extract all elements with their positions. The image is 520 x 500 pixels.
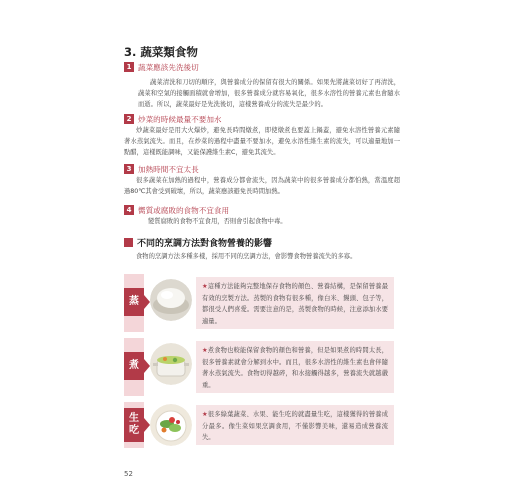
subsection-4-heading bbox=[124, 204, 229, 216]
heading-square-icon bbox=[124, 238, 133, 247]
steamed-rice-photo bbox=[150, 279, 192, 321]
method-description: 很多綠葉蔬菜、水果、能生吃的就盡量生吃，這樣獲得的營養成分最多。像生菜如果烹調食用，不僅影響美味，還易造成營養流失。 bbox=[202, 411, 388, 441]
subsection-number-badge: 1 bbox=[124, 62, 134, 72]
method-description: 煮食物也較能保留食物的顏色和營養，但是如果煮的時間太長，很多營養素就會分解到水中。而且，很多水溶性的維生素也會伴隨著水蒸氣流失。食物切得越碎，和水接觸得越多，營養流失就越嚴重。 bbox=[202, 347, 388, 389]
subsection-1-body: 蔬菜清洗和刀切的順序，與營養成分的保留有很大的關係。如果先將蔬菜切好了再清洗，蔬菜和空氣的接觸面積就會增加，很多營養成分就容易氧化，很多水溶性的營養元素也會隨水而逝。所以，蔬菜最好是先洗後切，這樣營養成分的流失是最少的。 bbox=[138, 79, 400, 108]
subsection-3-body: 很多蔬菜在加熱的過程中，營養成分都會流失，因為蔬菜中的很多營養成分都怕熱，當溫度超過80℃其會受到破壞，所以，蔬菜應該避免長時間加熱。 bbox=[124, 177, 400, 195]
cooking-methods-title: 不同的烹調方法對食物營養的影響 bbox=[137, 239, 273, 249]
subsection-number-badge: 3 bbox=[124, 164, 134, 174]
method-label-raw bbox=[124, 408, 144, 442]
subsection-title: 嚮質或腐敗的食物不宜食用 bbox=[138, 205, 230, 215]
star-icon: ★ bbox=[202, 347, 208, 354]
subsection-2-body: 炒蔬菜最好是用大火爆炒，避免長時間燉煮，即使燉煮也要蓋上鍋蓋，避免水溶性營養元素隨著水蒸氣流失。而且，在炒菜的過程中盡量不要加水，避免水溶性維生素的流失，可以適量地加一點醋，這樣既能調味，又能保護維生素C，避免其流失。 bbox=[124, 127, 400, 156]
subsection-number-badge: 4 bbox=[124, 205, 134, 215]
subsection-number-badge: 2 bbox=[124, 114, 134, 124]
method-label-boil: 煮 bbox=[124, 352, 144, 380]
method-card-raw bbox=[196, 405, 394, 445]
section-title: 3. 蔬菜類食物 bbox=[124, 45, 198, 59]
star-icon: ★ bbox=[202, 411, 208, 418]
page-number: 52 bbox=[124, 470, 133, 478]
star-icon: ★ bbox=[202, 283, 208, 290]
cooking-methods-heading bbox=[124, 236, 272, 249]
subsection-title: 加熱時間不宜太長 bbox=[138, 164, 199, 174]
subsection-4-body: 變質腐敗的食物不宜食用，否則會引起食物中毒。 bbox=[148, 218, 287, 225]
method-card-boil bbox=[196, 341, 394, 393]
method-card-steam bbox=[196, 277, 394, 329]
subsection-3-heading bbox=[124, 163, 199, 175]
subsection-2-heading bbox=[124, 113, 222, 125]
fresh-salad-photo bbox=[150, 404, 192, 446]
subsection-title: 蔬菜應該先洗後切 bbox=[138, 62, 199, 72]
boiled-vegetables-pot-photo bbox=[150, 343, 192, 385]
method-description: 這種方法能夠完整地保存食物的顏色、營養結構，是保留營養最有效的烹製方法。蒸製的食物有很多種，像白米、饅頭、包子等，都很受人們喜愛。需要注意的是，蒸製食物的時候，注意添加水要適量。 bbox=[202, 283, 388, 325]
method-label-steam: 蒸 bbox=[124, 288, 144, 316]
subsection-title: 炒菜的時候最量不要加水 bbox=[138, 114, 222, 124]
subsection-1-heading bbox=[124, 61, 199, 73]
method-label-text: 生吃 bbox=[129, 413, 139, 436]
cooking-methods-intro: 食物的烹調方法多種多樣，採用不同的烹調方法，會影響食物營養流失的多寡。 bbox=[136, 253, 357, 260]
